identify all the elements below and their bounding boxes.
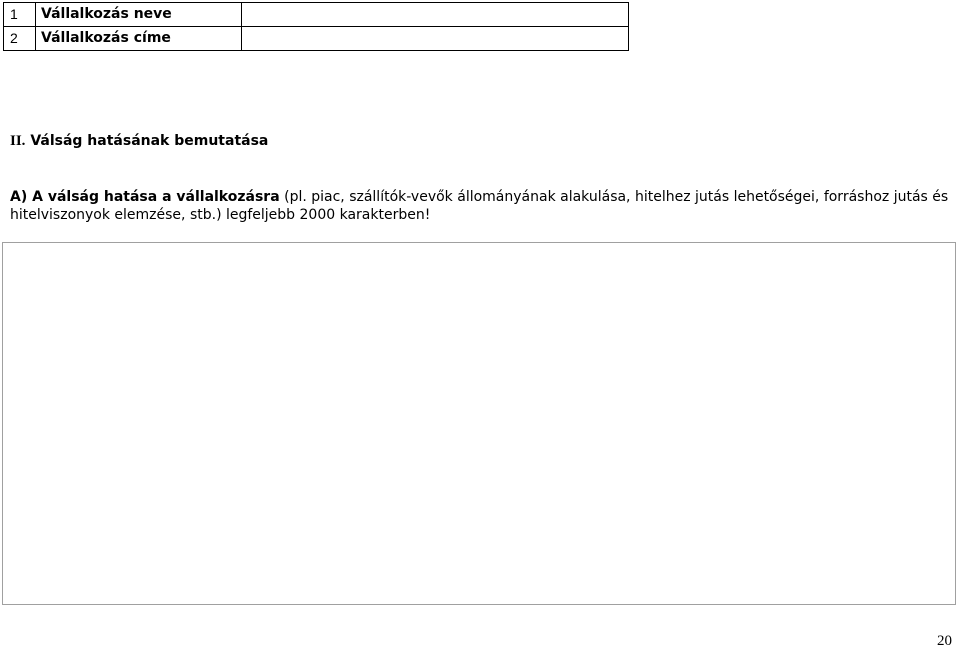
answer-text-box[interactable]: [2, 242, 956, 605]
question-text: [10, 188, 956, 224]
question-instructions: (pl. piac, szállítók-vevők állományának alakulása, hitelhez jutás lehetőségei, forráshoz jutás és hitelviszonyok elemzése, stb.) legfeljebb 2000 karakterben!: [10, 189, 949, 223]
company-name-label: Vállalkozás neve: [36, 3, 242, 27]
table-row: [4, 3, 629, 27]
company-address-field[interactable]: [242, 27, 629, 51]
question-heading: A) A válság hatása a vállalkozásra: [10, 189, 280, 205]
company-info-table: [3, 2, 629, 51]
row-number: 2: [4, 27, 36, 51]
row-number: 1: [4, 3, 36, 27]
company-address-label: Vállalkozás címe: [36, 27, 242, 51]
page-number: 20: [937, 633, 952, 649]
company-name-field[interactable]: [242, 3, 629, 27]
section-title: [10, 132, 268, 150]
section-title-text: Válság hatásának bemutatása: [30, 133, 269, 149]
section-number: II.: [10, 133, 26, 149]
table-row: [4, 27, 629, 51]
